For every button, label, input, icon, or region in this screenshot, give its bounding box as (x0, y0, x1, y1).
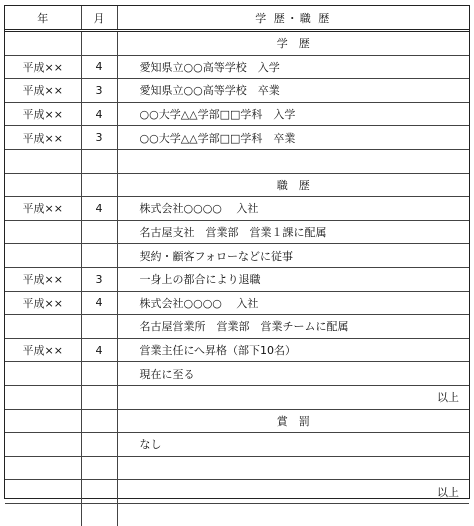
row-month (81, 433, 117, 457)
table-row (5, 267, 469, 291)
row-desc: 名古屋営業所 営業部 営業チームに配属 (117, 315, 469, 339)
row-desc: なし (117, 433, 469, 457)
row-desc: 愛知県立○○高等学校 入学 (117, 55, 469, 79)
header-row (5, 6, 469, 31)
row-year: 平成×× (5, 197, 81, 221)
row-month (81, 480, 117, 504)
table-row (5, 433, 469, 457)
row-desc: 営業主任にへ昇格（部下10名） (117, 338, 469, 362)
row-year: 平成×× (5, 55, 81, 79)
row-year (5, 362, 81, 386)
section-row (5, 409, 469, 433)
table-row (5, 480, 469, 504)
header-title: 学 歴・職 歴 (117, 6, 469, 31)
end-marker: 以上 (117, 385, 469, 409)
row-year (5, 480, 81, 504)
row-month (81, 220, 117, 244)
row-month (81, 315, 117, 339)
row-month: 4 (81, 291, 117, 315)
row-year (5, 315, 81, 339)
row-year: 平成×× (5, 102, 81, 126)
empty-row (5, 503, 469, 526)
table-row (5, 55, 469, 79)
row-month (81, 244, 117, 268)
history-grid (5, 6, 469, 526)
table-row (5, 362, 469, 386)
table-row (5, 338, 469, 362)
row-desc: 一身上の都合により退職 (117, 267, 469, 291)
section-row (5, 173, 469, 197)
row-month: 4 (81, 102, 117, 126)
table-row (5, 291, 469, 315)
section-row (5, 31, 469, 56)
row-desc: 株式会社○○○○ 入社 (117, 291, 469, 315)
header-year: 年 (5, 6, 81, 31)
row-month: 4 (81, 338, 117, 362)
row-month: 3 (81, 79, 117, 103)
row-desc: 現在に至る (117, 362, 469, 386)
row-month: 4 (81, 55, 117, 79)
row-year: 平成×× (5, 267, 81, 291)
row-year (5, 244, 81, 268)
row-year: 平成×× (5, 79, 81, 103)
table-row (5, 197, 469, 221)
row-month: 4 (81, 197, 117, 221)
row-year: 平成×× (5, 126, 81, 150)
table-row (5, 126, 469, 150)
empty-row (5, 149, 469, 173)
section-career: 職 歴 (117, 173, 469, 197)
row-year: 平成×× (5, 291, 81, 315)
header-month: 月 (81, 6, 117, 31)
row-month: 3 (81, 267, 117, 291)
row-year (5, 385, 81, 409)
table-row (5, 385, 469, 409)
row-desc: 愛知県立○○高等学校 卒業 (117, 79, 469, 103)
row-desc: 株式会社○○○○ 入社 (117, 197, 469, 221)
row-year: 平成×× (5, 338, 81, 362)
row-year (5, 220, 81, 244)
table-row (5, 79, 469, 103)
table-row (5, 244, 469, 268)
row-desc: ○○大学△△学部□□学科 入学 (117, 102, 469, 126)
table-row (5, 102, 469, 126)
row-month (81, 362, 117, 386)
section-awards: 賞 罰 (117, 409, 469, 433)
row-month: 3 (81, 126, 117, 150)
table-row (5, 315, 469, 339)
row-year (5, 433, 81, 457)
row-desc: 契約・顧客フォローなどに従事 (117, 244, 469, 268)
table-row (5, 220, 469, 244)
section-education: 学 歴 (117, 31, 469, 56)
empty-row (5, 456, 469, 480)
end-marker: 以上 (117, 480, 469, 504)
row-month (81, 385, 117, 409)
resume-history-table (4, 5, 470, 499)
row-desc: ○○大学△△学部□□学科 卒業 (117, 126, 469, 150)
row-desc: 名古屋支社 営業部 営業１課に配属 (117, 220, 469, 244)
